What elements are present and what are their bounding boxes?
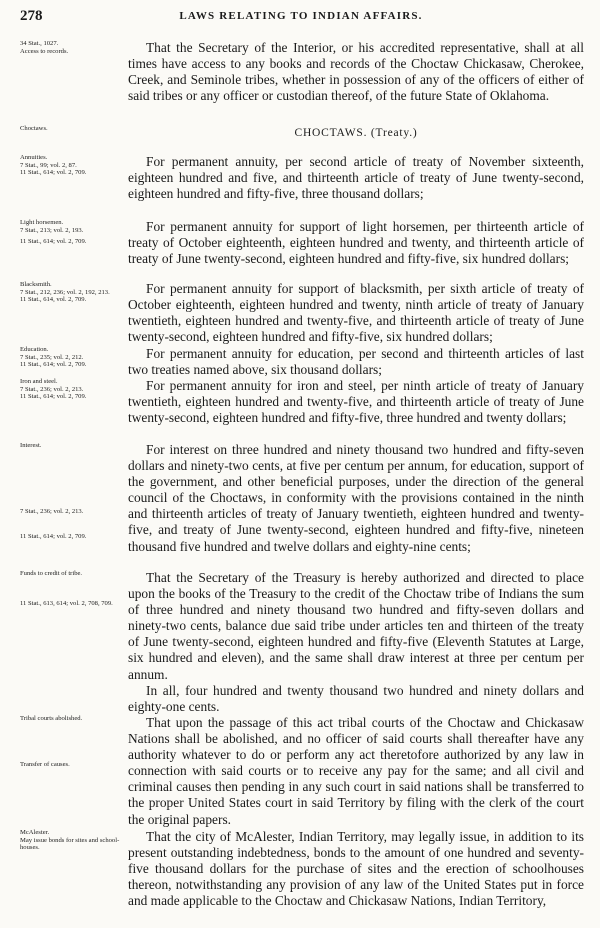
margin-note: Transfer of causes. bbox=[20, 760, 70, 768]
margin-note: 11 Stat., 613, 614; vol. 2, 708, 709. bbox=[20, 599, 113, 607]
margin-note: 11 Stat., 614; vol. 2, 709. bbox=[20, 238, 87, 246]
body-text bbox=[128, 442, 584, 555]
margin-note: McAlester. May issue bonds for sites and school-houses. bbox=[20, 829, 120, 852]
margin-note: Tribal courts abolished. bbox=[20, 715, 83, 722]
body-text bbox=[128, 154, 584, 202]
paragraph: For permanent annuity for iron and steel, per ninth article of treaty of January twentieth, eighteen hundred and twenty-five, and thirteenth article of treaty of June twenty-second, eighteen hundred and fifty-five, three hundred and twenty dollars; bbox=[128, 378, 584, 426]
margin-notes bbox=[20, 125, 120, 135]
body-text bbox=[128, 125, 584, 141]
paragraph: For permanent annuity, per second article of treaty of November sixteenth, eighteen hundred and five, and thirteenth article of treaty of June twenty-second, eighteen hundred and fifty-five, three thousand dollars; bbox=[128, 154, 584, 202]
body-text bbox=[128, 40, 584, 104]
margin-note: 34 Stat., 1027. Access to records. bbox=[20, 40, 69, 55]
paragraph: That the Secretary of the Interior, or his accredited representative, shall at all times have access to any books and records of the Choctaw Chickasaw, Cherokee, Creek, and Seminole tribes, whether in possession of any of the officers of either of said tribes or any officer or custodian thereof, of the future State of Oklahoma. bbox=[128, 40, 584, 104]
margin-note: Choctaws. bbox=[20, 125, 48, 132]
margin-notes bbox=[20, 346, 120, 371]
paragraph: For interest on three hundred and ninety thousand two hundred and fifty-seven dollars and ninety-two cents, at five per centum per annum, for education, support of the government, and other beneficial purposes, under the direction of the general council of the Choctaws, in conformity with the provisions contained in the ninth and thirteenth articles of treaty of January twentieth, eighteen hundred and twenty-five, and treaty of June twenty-second, eighteen hundred and fifty-five, nineteen thousand five hundred and twelve dollars and eighty-nine cents; bbox=[128, 442, 584, 554]
paragraph: That the Secretary of the Treasury is hereby authorized and directed to place upon the books of the Treasury to the credit of the Choctaw tribe of Indians the sum of three hundred and ninety thousand two hundred and fifty-seven dollars and ninety-two cents, balance due said tribe under articles ten and thirteen of the treaty of June twenty-second, eighteen hundred and fifty-five (Eleventh Statutes at Large, six hundred and eleven), and the same shall draw interest at three per centum per annum. bbox=[128, 570, 584, 682]
margin-notes bbox=[20, 442, 120, 543]
margin-note: Light horsemen. 7 Stat., 213; vol. 2, 193. bbox=[20, 219, 84, 234]
margin-notes bbox=[20, 378, 120, 403]
page-number: 278 bbox=[20, 8, 43, 24]
paragraph: That upon the passage of this act tribal courts of the Choctaw and Chickasaw Nations shall be abolished, and no officer of said courts shall thereafter have any authority whatever to do or perform any act theretofore authorized by any law in connection with said courts or to receive any pay for the same; and all civil and criminal causes then pending in any such court in said nations shall be transferred to the proper United States court in said Territory by filing with the clerk of the court the original papers. bbox=[128, 715, 584, 827]
running-head: LAWS RELATING TO INDIAN AFFAIRS. bbox=[179, 10, 423, 22]
margin-note: Interest. bbox=[20, 442, 42, 449]
margin-notes bbox=[20, 40, 120, 57]
body-text bbox=[128, 570, 584, 715]
margin-notes bbox=[20, 570, 120, 609]
margin-note: Iron and steel. 7 Stat., 236; vol. 2, 213. 11 Stat., 614; vol. 2, 709. bbox=[20, 378, 87, 401]
margin-notes bbox=[20, 829, 120, 854]
margin-note: Blacksmith. 7 Stat., 212, 236; vol. 2, 192, 213. 11 Stat., 614, vol. 2, 709. bbox=[20, 281, 110, 304]
margin-note: 7 Stat., 236; vol. 2, 213. bbox=[20, 507, 84, 515]
section-heading: CHOCTAWS. (Treaty.) bbox=[294, 127, 418, 139]
margin-notes bbox=[20, 219, 120, 248]
margin-note: Annuities. 7 Stat., 99; vol. 2, 87. 11 Stat., 614; vol. 2, 709. bbox=[20, 154, 87, 177]
paragraph: For permanent annuity for support of light horsemen, per thirteenth article of treaty of October eighteenth, eighteen hundred and twenty, and thirteenth article of treaty of June twenty-second, eighteen hundred and fifty-five, six hundred dollars; bbox=[128, 219, 584, 267]
margin-note: Funds to credit of tribe. bbox=[20, 570, 83, 577]
margin-notes bbox=[20, 154, 120, 179]
margin-note: 11 Stat., 614; vol. 2, 709. bbox=[20, 533, 87, 541]
margin-notes bbox=[20, 281, 120, 306]
paragraph: For permanent annuity for support of blacksmith, per sixth article of treaty of October eighteenth, eighteen hundred and twenty, ninth article of treaty of January twentieth, eighteen hundred and twenty-five, and thirteenth article of treaty of June twenty-second, eighteen hundred and fifty-five, six hundred dollars; bbox=[128, 281, 584, 345]
paragraph: In all, four hundred and twenty thousand two hundred and ninety dollars and eighty-one cents. bbox=[128, 682, 584, 714]
body-text bbox=[128, 715, 584, 828]
paragraph: For permanent annuity for education, per second and thirteenth articles of last two treaties named above, six thousand dollars; bbox=[128, 346, 584, 378]
body-text bbox=[128, 378, 584, 426]
margin-notes bbox=[20, 715, 120, 770]
body-text bbox=[128, 829, 584, 909]
page-header bbox=[20, 8, 582, 26]
body-text bbox=[128, 219, 584, 267]
paragraph: That the city of McAlester, Indian Territory, may legally issue, in addition to its present outstanding indebtedness, bonds to the amount of one hundred and seventy-five thousand dollars for the purchase of sites and the erection of schoolhouses thereon, notwithstanding any provision of any law of the United States put in force and made applicable to the Choctaw and Chickasaw Nations, Indian Territory, bbox=[128, 829, 584, 909]
body-text bbox=[128, 346, 584, 378]
margin-note: Education. 7 Stat., 235; vol. 2, 212. 11 Stat., 614; vol. 2, 709. bbox=[20, 346, 87, 369]
body-text bbox=[128, 281, 584, 345]
